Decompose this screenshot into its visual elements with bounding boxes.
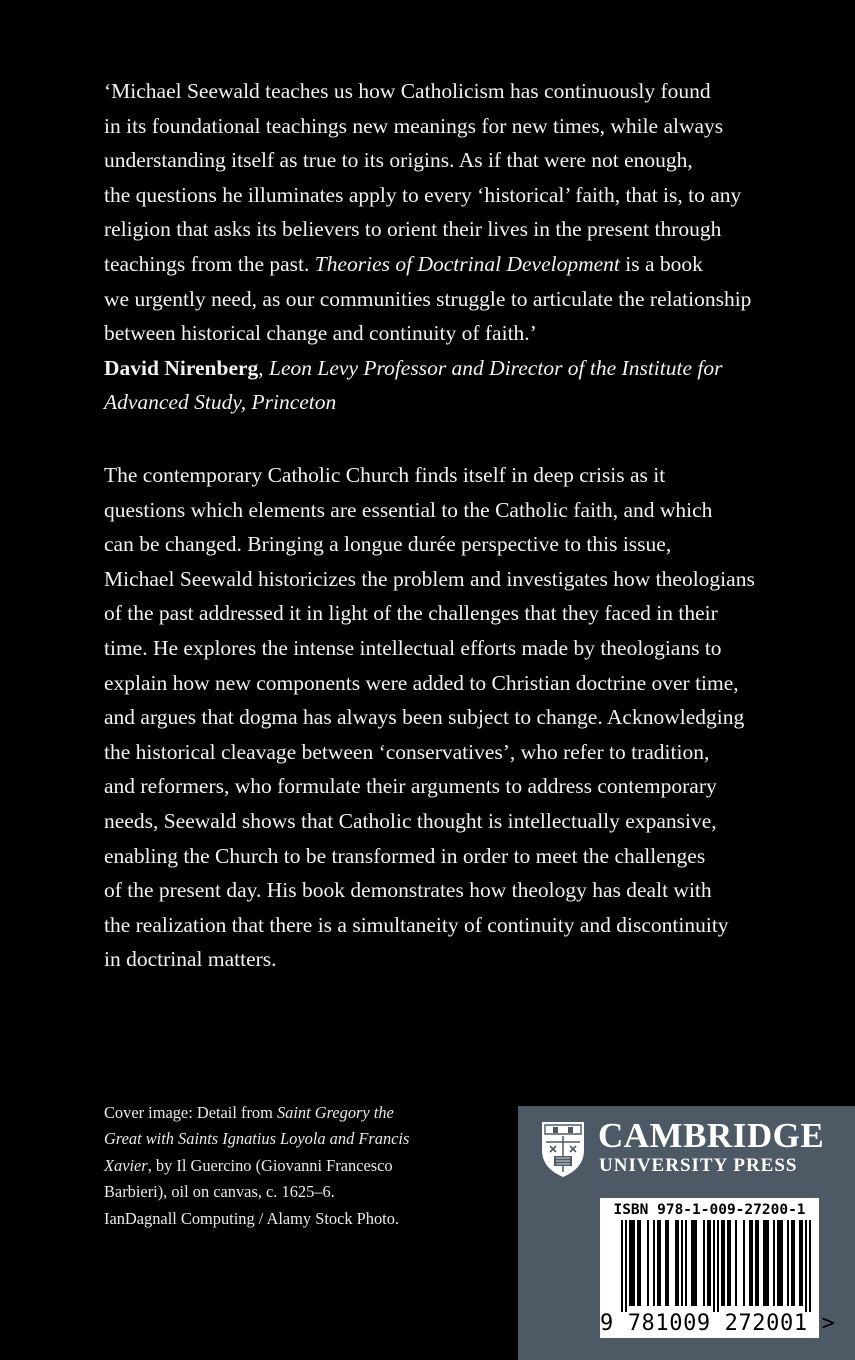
book-description	[104, 458, 794, 977]
barcode-bar	[691, 1220, 693, 1306]
barcode-bar	[681, 1220, 683, 1306]
description-line: and argues that dogma has always been subject to change. Acknowledging	[104, 705, 745, 730]
description-line: the realization that there is a simultaneity of continuity and discontinuity	[104, 912, 729, 937]
barcode-bar	[743, 1220, 745, 1306]
quote-line: we urgently need, as our communities struggle to articulate the relationship	[104, 286, 752, 311]
barcode-bar	[631, 1220, 633, 1306]
barcode-guard-bar	[625, 1220, 627, 1312]
painting-title: Great with Saints Ignatius Loyola and Francis	[104, 1129, 410, 1149]
barcode-bar	[787, 1220, 789, 1306]
barcode-bar	[633, 1220, 635, 1306]
quote-text: teachings from the past.	[104, 251, 315, 276]
barcode-bar	[751, 1220, 753, 1306]
author-title: Leon Levy Professor and Director of the Institute for	[269, 355, 723, 380]
barcode-bar	[709, 1220, 711, 1306]
credit-line	[104, 1153, 504, 1179]
author-separator: ,	[258, 355, 270, 380]
barcode-bar	[703, 1220, 705, 1306]
barcode-bar	[667, 1220, 669, 1306]
barcode-bar	[729, 1220, 731, 1306]
description-line: time. He explores the intense intellectual efforts made by theologians to	[104, 635, 722, 660]
barcode-bar	[757, 1220, 759, 1306]
publisher-subtitle: UNIVERSITY PRESS	[599, 1155, 798, 1176]
barcode-bar	[685, 1220, 687, 1306]
author-name: David Nirenberg	[104, 355, 259, 380]
book-title: Theories of Doctrinal Development	[314, 251, 620, 276]
cambridge-shield-icon	[540, 1120, 586, 1178]
barcode-bar	[721, 1220, 723, 1306]
description-line: of the present day. His book demonstrates how theology has dealt with	[104, 878, 712, 903]
description-line: explain how new components were added to Christian doctrine over time,	[104, 670, 739, 695]
credit-line	[104, 1100, 504, 1126]
barcode-bar	[637, 1220, 639, 1306]
description-line: questions which elements are essential to the Catholic faith, and which	[104, 497, 713, 522]
quote-line: between historical change and continuity of faith.’	[104, 321, 537, 346]
barcode-bar	[773, 1220, 775, 1306]
barcode-bar	[791, 1220, 793, 1306]
barcode-bar	[653, 1220, 655, 1306]
isbn-barcode	[600, 1198, 836, 1338]
barcode-bar	[767, 1220, 769, 1306]
quote-line: the questions he illuminates apply to every ‘historical’ faith, that is, to any	[104, 182, 742, 207]
publisher-name: CAMBRIDGE	[598, 1116, 825, 1155]
quote-line: understanding itself as true to its origins. As if that were not enough,	[104, 148, 693, 173]
description-line: The contemporary Catholic Church finds itself in deep crisis as it	[104, 463, 666, 487]
barcode-bar	[799, 1220, 801, 1306]
barcode-bar	[779, 1220, 781, 1306]
publisher-panel	[518, 1106, 855, 1360]
barcode-bar	[765, 1220, 767, 1306]
barcode-bar	[755, 1220, 757, 1306]
painting-title: Saint Gregory the	[276, 1103, 394, 1122]
isbn-label: ISBN 978-1-009-27200-1	[613, 1202, 806, 1218]
quote-line: ‘Michael Seewald teaches us how Catholicism has continuously found	[104, 79, 711, 103]
description-line: can be changed. Bringing a longue durée perspective to this issue,	[104, 532, 672, 557]
description-line: needs, Seewald shows that Catholic thought is intellectually expansive,	[104, 808, 717, 833]
credit-text: , by Il Guercino (Giovanni Francesco	[147, 1155, 393, 1175]
quote-line	[104, 247, 794, 282]
barcode-bar	[677, 1220, 679, 1306]
barcode-digits: 9 781009 272001 >	[600, 1311, 836, 1336]
description-line: of the past addressed it in light of the challenges that they faced in their	[104, 601, 718, 626]
barcode-bar	[735, 1220, 737, 1306]
barcode-bar	[801, 1220, 803, 1306]
barcode-bar	[629, 1220, 631, 1306]
description-line: in doctrinal matters.	[104, 947, 277, 972]
barcode-bar	[727, 1220, 729, 1306]
quote-text: is a book	[619, 251, 703, 276]
cover-image-credit	[104, 1100, 504, 1232]
credit-line: Barbieri), oil on canvas, c. 1625–6.	[104, 1182, 335, 1202]
quote-attribution	[104, 351, 794, 386]
barcode-guard-bar	[717, 1220, 719, 1312]
endorsement-quote	[104, 74, 794, 420]
barcode-bar	[781, 1220, 783, 1306]
barcode-bar	[657, 1220, 659, 1306]
credit-line: IanDagnall Computing / Alamy Stock Photo.	[104, 1208, 400, 1228]
barcode-bar	[749, 1220, 751, 1306]
barcode-bar	[695, 1220, 697, 1306]
barcode-bar	[707, 1220, 709, 1306]
barcode-bars	[600, 1220, 819, 1312]
barcode-bar	[763, 1220, 765, 1306]
barcode-bar	[639, 1220, 641, 1306]
description-line: Michael Seewald historicizes the problem and investigates how theologians	[104, 566, 755, 591]
barcode-guard-bar	[713, 1220, 715, 1312]
barcode-bar	[693, 1220, 695, 1306]
description-line: enabling the Church to be transformed in order to meet the challenges	[104, 843, 706, 868]
barcode-bar	[659, 1220, 661, 1306]
barcode-bar	[665, 1220, 667, 1306]
barcode-bar	[647, 1220, 649, 1306]
description-line: and reformers, who formulate their arguments to address contemporary	[104, 774, 717, 799]
author-title-continued: Advanced Study, Princeton	[104, 390, 337, 415]
barcode-guard-bar	[805, 1220, 807, 1312]
description-line: the historical cleavage between ‘conservatives’, who refer to tradition,	[104, 739, 710, 764]
quote-line: in its foundational teachings new meanings for new times, while always	[104, 113, 724, 138]
quote-line: religion that asks its believers to orient their lives in the present through	[104, 217, 722, 242]
barcode-guard-bar	[809, 1220, 811, 1312]
barcode-bar	[723, 1220, 725, 1306]
barcode-bar	[793, 1220, 795, 1306]
barcode-guard-bar	[621, 1220, 623, 1312]
painting-title: Xavier	[104, 1155, 148, 1175]
barcode-bar	[675, 1220, 677, 1306]
barcode-bar	[777, 1220, 779, 1306]
credit-text: Cover image: Detail from	[104, 1103, 277, 1122]
